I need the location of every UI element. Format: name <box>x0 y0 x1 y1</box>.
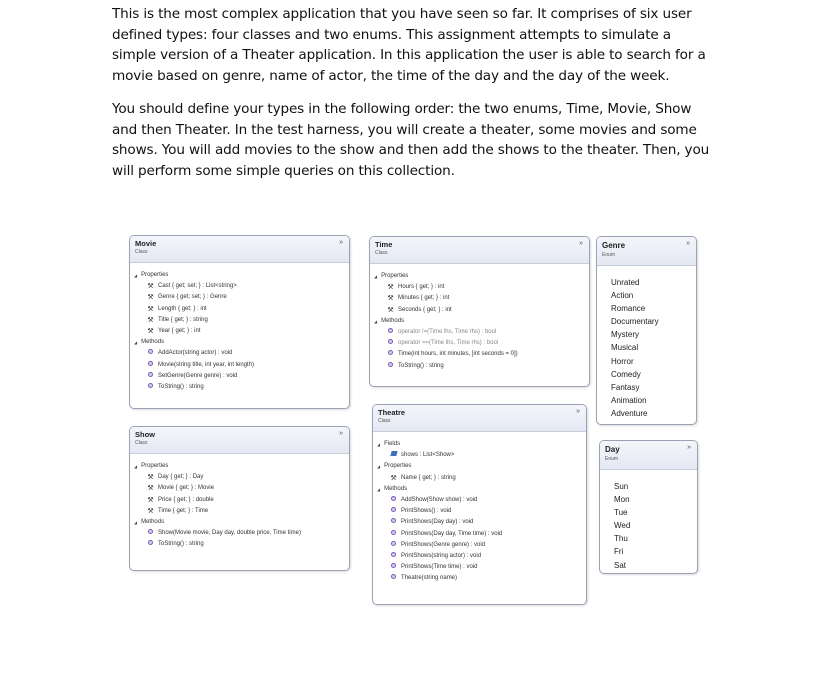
enum-value <box>611 302 696 315</box>
class-kind: Class <box>375 250 388 256</box>
method-icon <box>146 539 155 550</box>
method-icon <box>389 573 398 584</box>
member-label: PrintShows(Day day) : void <box>401 519 474 526</box>
member-label: Price { get; } : double <box>158 496 214 503</box>
method-icon <box>389 506 398 517</box>
wrench-icon: ⚒ <box>387 284 394 292</box>
member-label: SetGenre(Genre genre) : void <box>158 372 238 379</box>
class-title: Time <box>375 240 393 249</box>
time-class-header <box>370 237 589 264</box>
enum-value-label: Horror <box>611 356 634 366</box>
property-row <box>377 473 582 484</box>
expand-triangle-icon: ◢ <box>134 340 138 346</box>
property-row <box>134 281 345 292</box>
method-row <box>377 529 582 540</box>
wrench-icon: ⚒ <box>147 316 154 324</box>
expand-triangle-icon: ◢ <box>134 519 138 525</box>
enum-value <box>614 493 697 506</box>
method-row <box>377 517 582 528</box>
instructions-paragraph: You should define your types in the following order: the two enums, Time, Movie, Show and then Theater. In the test harness, you will create a theater, some movies and some shows. You will add movies to the show and then add the shows to the theater. Then, you will perform some simple queries on this collection. <box>112 101 710 179</box>
method-icon <box>386 349 395 360</box>
method-icon <box>146 371 155 382</box>
class-kind: Class <box>135 440 148 446</box>
enum-value <box>614 480 697 493</box>
enum-title: Day <box>605 445 620 454</box>
property-row <box>134 292 345 303</box>
expand-triangle-icon: ◢ <box>377 442 381 447</box>
enum-value-label: Animation <box>611 395 647 405</box>
movie-class-header <box>130 236 349 263</box>
methods-section[interactable]: ◢ Methods <box>374 316 585 327</box>
member-label: AddShow(Show show) : void <box>401 496 478 503</box>
method-icon <box>386 327 395 338</box>
methods-section[interactable]: ◢ Methods <box>377 484 582 495</box>
property-row <box>374 282 585 293</box>
enum-value <box>611 355 696 368</box>
enum-value-label: Fri <box>614 547 624 557</box>
enum-title: Genre <box>602 241 626 250</box>
member-label: PrintShows(Day day, Time time) : void <box>401 530 503 537</box>
property-row <box>134 315 345 326</box>
class-title: Show <box>135 430 155 439</box>
property-row <box>134 495 345 506</box>
member-label: PrintShows(Genre genre) : void <box>401 541 486 548</box>
member-label: ToString() : string <box>158 383 204 390</box>
field-icon <box>389 450 398 461</box>
method-icon <box>389 562 398 573</box>
property-row <box>134 304 345 315</box>
day-enum-header <box>600 441 697 470</box>
method-row <box>377 506 582 517</box>
enum-value-label: Sun <box>614 482 629 491</box>
class-title: Theatre <box>378 408 406 417</box>
method-row <box>377 540 582 551</box>
enum-value-label: Unrated <box>611 278 640 287</box>
member-label: Year { get; } : int <box>158 327 201 334</box>
member-label: Show(Movie movie, Day day, double price, Time time) <box>158 530 301 537</box>
enum-value <box>611 276 696 289</box>
methods-section[interactable]: ◢ Methods <box>134 517 345 528</box>
member-label: Movie(string title, int year, int length) <box>158 361 255 368</box>
method-row <box>134 539 345 550</box>
member-label: Time(int hours, int minutes, [int seconds = 0]) <box>398 351 518 358</box>
method-row <box>377 551 582 562</box>
collapse-icon[interactable]: » <box>339 239 343 246</box>
enum-value-label: Tue <box>614 508 628 518</box>
collapse-icon[interactable]: » <box>576 408 580 415</box>
wrench-icon: ⚒ <box>390 474 397 482</box>
member-label: Time { get; } : Time <box>158 507 209 514</box>
method-row <box>377 562 582 573</box>
method-icon <box>146 382 155 393</box>
property-row <box>134 506 345 517</box>
movie-members <box>130 263 349 397</box>
wrench-icon: ⚒ <box>147 474 154 482</box>
method-icon <box>389 495 398 506</box>
method-row <box>377 573 582 584</box>
genre-enum-box <box>596 236 697 425</box>
member-label: Minutes { get; } : int <box>398 295 450 302</box>
enum-kind: Enum <box>602 252 616 258</box>
enum-value-label: Mon <box>614 495 630 505</box>
member-label: AddActor(string actor) : void <box>158 350 233 357</box>
enum-value <box>611 381 696 394</box>
enum-value-label: Musical <box>611 343 639 353</box>
enum-kind: Enum <box>605 456 619 462</box>
enum-value <box>611 394 696 407</box>
movie-class-box <box>129 235 350 409</box>
wrench-icon: ⚒ <box>147 327 154 335</box>
member-label: Hours { get; } : int <box>398 284 445 291</box>
expand-triangle-icon: ◢ <box>374 274 378 279</box>
enum-value-label: Fantasy <box>611 382 640 392</box>
member-label: Genre { get; set; } : Genre <box>158 294 227 301</box>
enum-value <box>611 341 696 354</box>
theatre-class-header <box>373 405 586 432</box>
theatre-class-box <box>372 404 587 605</box>
method-row <box>374 327 585 338</box>
class-title: Movie <box>135 239 157 248</box>
member-label: Cast { get; set; } : List<string> <box>158 283 237 290</box>
method-icon <box>386 361 395 372</box>
enum-value <box>611 328 696 341</box>
property-row <box>374 305 585 316</box>
enum-value <box>614 559 697 572</box>
member-label: Title { get; } : string <box>158 316 208 323</box>
intro-paragraph: This is the most complex application that you have seen so far. It comprises of six user defined types: four classes and two enums. This assignment attempts to simulate a simple version of a Theater application. In this application the user is able to search for a movie based on genre, name of actor, the time of the day and the day of the week. <box>112 6 706 84</box>
wrench-icon: ⚒ <box>147 283 154 291</box>
enum-value-label: Comedy <box>611 369 641 379</box>
member-label: operator !=(Time lhs, Time rhs) : bool <box>398 328 497 335</box>
wrench-icon: ⚒ <box>387 295 394 303</box>
time-members <box>370 264 589 376</box>
method-row <box>377 495 582 506</box>
member-label: Movie { get; } : Movie <box>158 485 215 492</box>
methods-section[interactable]: ◢ Methods <box>134 337 345 348</box>
enum-value-label: Documentary <box>611 317 659 327</box>
enum-value-label: Wed <box>614 521 631 531</box>
field-row <box>377 450 582 461</box>
method-icon <box>146 348 155 359</box>
member-label: PrintShows(string actor) : void <box>401 552 482 559</box>
day-enum-box <box>599 440 698 574</box>
property-row <box>374 293 585 304</box>
property-row <box>134 326 345 337</box>
enum-value-label: Romance <box>611 304 646 314</box>
collapse-icon[interactable]: » <box>686 240 690 247</box>
member-label: ToString() : string <box>398 362 444 369</box>
method-row <box>134 382 345 393</box>
enum-value <box>611 289 696 302</box>
theatre-members <box>373 432 586 588</box>
enum-value-label: Adventure <box>611 408 648 418</box>
expand-triangle-icon: ◢ <box>134 464 138 469</box>
enum-value <box>614 506 697 519</box>
enum-value <box>614 545 697 558</box>
method-row <box>374 338 585 349</box>
show-class-header <box>130 427 349 454</box>
property-row <box>134 483 345 494</box>
method-icon <box>146 528 155 539</box>
class-kind: Class <box>378 418 391 424</box>
method-row <box>134 371 345 382</box>
enum-value <box>611 315 696 328</box>
wrench-icon: ⚒ <box>387 306 394 314</box>
collapse-icon[interactable]: » <box>687 444 691 451</box>
fields-section[interactable]: ◢ Fields <box>377 439 582 450</box>
properties-section[interactable]: ◢ Properties <box>134 270 345 281</box>
method-row <box>134 528 345 539</box>
method-icon <box>389 551 398 562</box>
method-icon <box>389 540 398 551</box>
wrench-icon: ⚒ <box>147 507 154 515</box>
member-label: PrintShows(Time time) : void <box>401 564 478 571</box>
method-row <box>134 360 345 371</box>
member-label: ToString() : string <box>158 541 204 548</box>
member-label: Theatre(string name) <box>401 575 458 582</box>
wrench-icon: ⚒ <box>147 496 154 504</box>
properties-section[interactable]: ◢ Properties <box>377 461 582 472</box>
wrench-icon: ⚒ <box>147 294 154 302</box>
property-row <box>134 472 345 483</box>
show-members <box>130 454 349 555</box>
member-label: operator ==(Time lhs, Time rhs) : bool <box>398 340 499 347</box>
enum-value <box>614 532 697 545</box>
collapse-icon[interactable]: » <box>579 240 583 247</box>
class-kind: Class <box>135 249 148 255</box>
method-row <box>374 361 585 372</box>
method-icon <box>389 517 398 528</box>
enum-value <box>611 407 696 420</box>
properties-section[interactable]: ◢ Properties <box>134 461 345 472</box>
collapse-icon[interactable]: » <box>339 430 343 437</box>
member-label: Name { get; } : string <box>401 474 456 481</box>
enum-value-label: Sat <box>614 560 627 570</box>
properties-section[interactable]: ◢ Properties <box>374 271 585 282</box>
member-label: Day { get; } : Day <box>158 474 204 481</box>
show-class-box <box>129 426 350 571</box>
expand-triangle-icon: ◢ <box>377 486 381 492</box>
time-class-box <box>369 236 590 387</box>
genre-enum-header <box>597 237 696 266</box>
method-icon <box>146 360 155 371</box>
method-icon <box>386 338 395 349</box>
enum-value-label: Action <box>611 291 634 301</box>
method-row <box>134 348 345 359</box>
expand-triangle-icon: ◢ <box>374 318 378 324</box>
method-row <box>374 349 585 360</box>
method-icon <box>389 529 398 540</box>
enum-value-label: Thu <box>614 534 628 544</box>
enum-value-label: Mystery <box>611 330 639 340</box>
expand-triangle-icon: ◢ <box>377 464 381 470</box>
member-label: Seconds { get; } : int <box>398 306 452 313</box>
wrench-icon: ⚒ <box>147 305 154 313</box>
wrench-icon: ⚒ <box>147 485 154 493</box>
enum-value <box>611 368 696 381</box>
expand-triangle-icon: ◢ <box>134 273 138 278</box>
enum-value <box>614 519 697 532</box>
member-label: PrintShows() : void <box>401 508 452 515</box>
member-label: Length { get; } : int <box>158 305 207 312</box>
member-label: shows : List<Show> <box>401 452 455 459</box>
